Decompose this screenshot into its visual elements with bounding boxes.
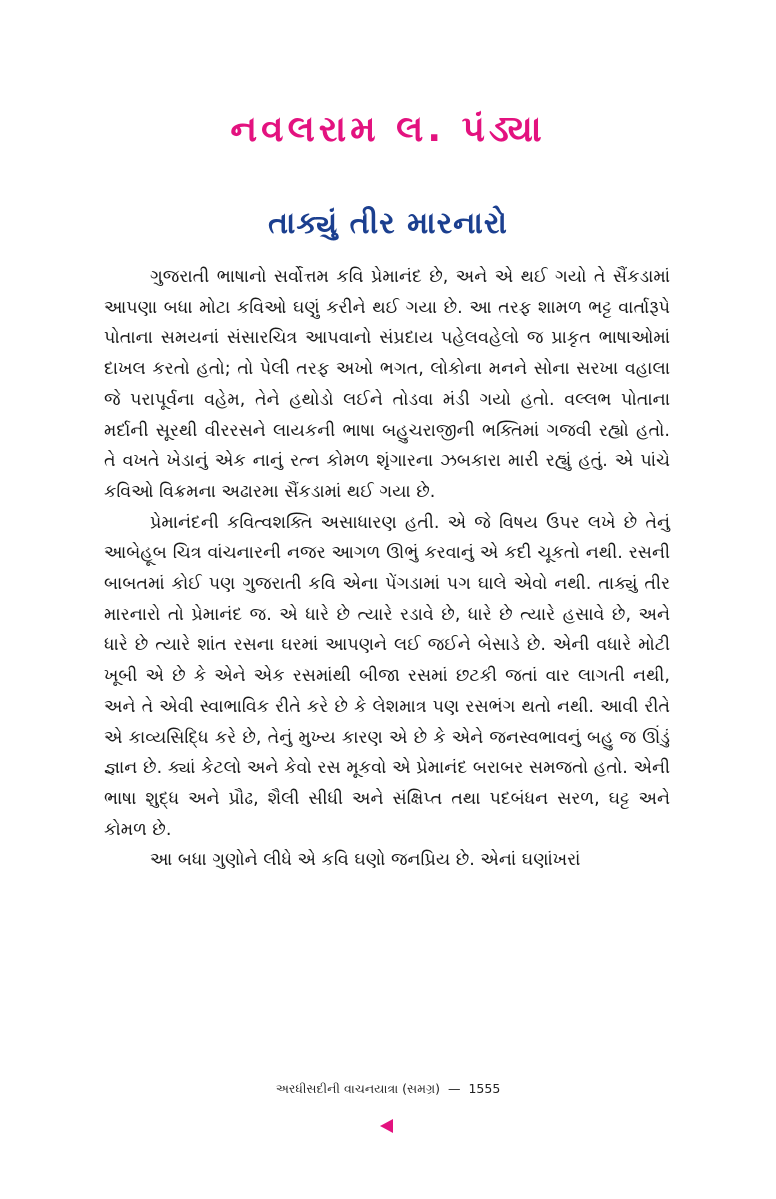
footer-book-title: અરધીસદીની વાચનયાત્રા (સમગ્ર) <box>275 1081 440 1096</box>
paragraph: પ્રેમાનંદની કવિત્વશક્તિ અસાધારણ હતી. એ જે વિષય ઉપર લખે છે તેનું આબેહૂબ ચિત્ર વાંચનારની નજર આગળ ઊભું કરવાનું એ કદી ચૂકતો નથી. રસની બાબતમાં કોઈ પણ ગુજરાતી કવિ એના પેંગડામાં પગ ઘાલે એવો નથી. તાક્યું તીર મારનારો તો પ્રેમાનંદ જ. એ ધારે છે ત્યારે રડાવે છે, ધારે છે ત્યારે હસાવે છે, અને ધારે છે ત્યારે શાંત રસના ઘરમાં આપણને લઈ જઈને બેસાડે છે. એની વધારે મોટી ખૂબી એ છે કે એને એક રસમાંથી બીજા રસમાં છટકી જતાં વાર લાગતી નથી, અને તે એવી સ્વાભાવિક રીતે કરે છે કે લેશમાત્ર પણ રસભંગ થતો નથી. આવી રીતે એ કાવ્યસિદ્ધિ કરે છે, તેનું મુખ્ય કારણ એ છે કે એને જનસ્વભાવનું બહુ જ ઊંડું જ્ઞાન છે. ક્યાં કેટલો અને કેવો રસ મૂકવો એ પ્રેમાનંદ બરાબર સમજતો હતો. એની ભાષા શુદ્ધ અને પ્રૌઢ, શૈલી સીધી અને સંક્ષિપ્ત તથા પદબંધન સરળ, ઘટ્ટ અને કોમળ છે. <box>104 512 670 840</box>
previous-page-arrow-icon[interactable] <box>380 1119 393 1133</box>
paragraph: આ બધા ગુણોને લીધે એ કવિ ઘણો જનપ્રિય છે. એનાં ઘણાંખરાં <box>150 850 581 871</box>
paragraph: ગુજરાતી ભાષાનો સર્વોત્તમ કવિ પ્રેમાનંદ છે, અને એ થઈ ગયો તે સૈંકડામાં આપણા બધા મોટા કવિઓ ઘણું કરીને થઈ ગયા છે. આ તરફ શામળ ભટ્ટ વાર્તારૂપે પોતાના સમયનાં સંસારચિત્ર આપવાનો સંપ્રદાય પહેલવહેલો જ પ્રાકૃત ભાષાઓમાં દાખલ કરતો હતો; તો પેલી તરફ અખો ભગત, લોકોના મનને સોના સરખા વહાલા જે પરાપૂર્વના વહેમ, તેને હથોડો લઈને તોડવા મંડી ગયો હતો. વલ્લભ પોતાના મર્દાની સૂરથી વીરરસને લાયકની ભાષા બહુચરાજીની ભક્તિમાં ગજવી રહ્યો હતો. તે વખતે ખેડાનું એક નાનું રત્ન કોમળ શૃંગારના ઝબકારા મારી રહ્યું હતું. એ પાંચે કવિઓ વિક્રમના અઢારમા સૈંકડામાં થઈ ગયા છે. <box>104 267 670 502</box>
article-title: તાક્યું તીર મારનારો <box>268 206 508 241</box>
footer-separator: — <box>447 1081 461 1096</box>
author-name: નવલરામ લ. પંડ્યા <box>230 109 546 150</box>
page-footer <box>0 1080 776 1098</box>
article-body <box>104 262 670 876</box>
page-number: 1555 <box>468 1081 501 1096</box>
